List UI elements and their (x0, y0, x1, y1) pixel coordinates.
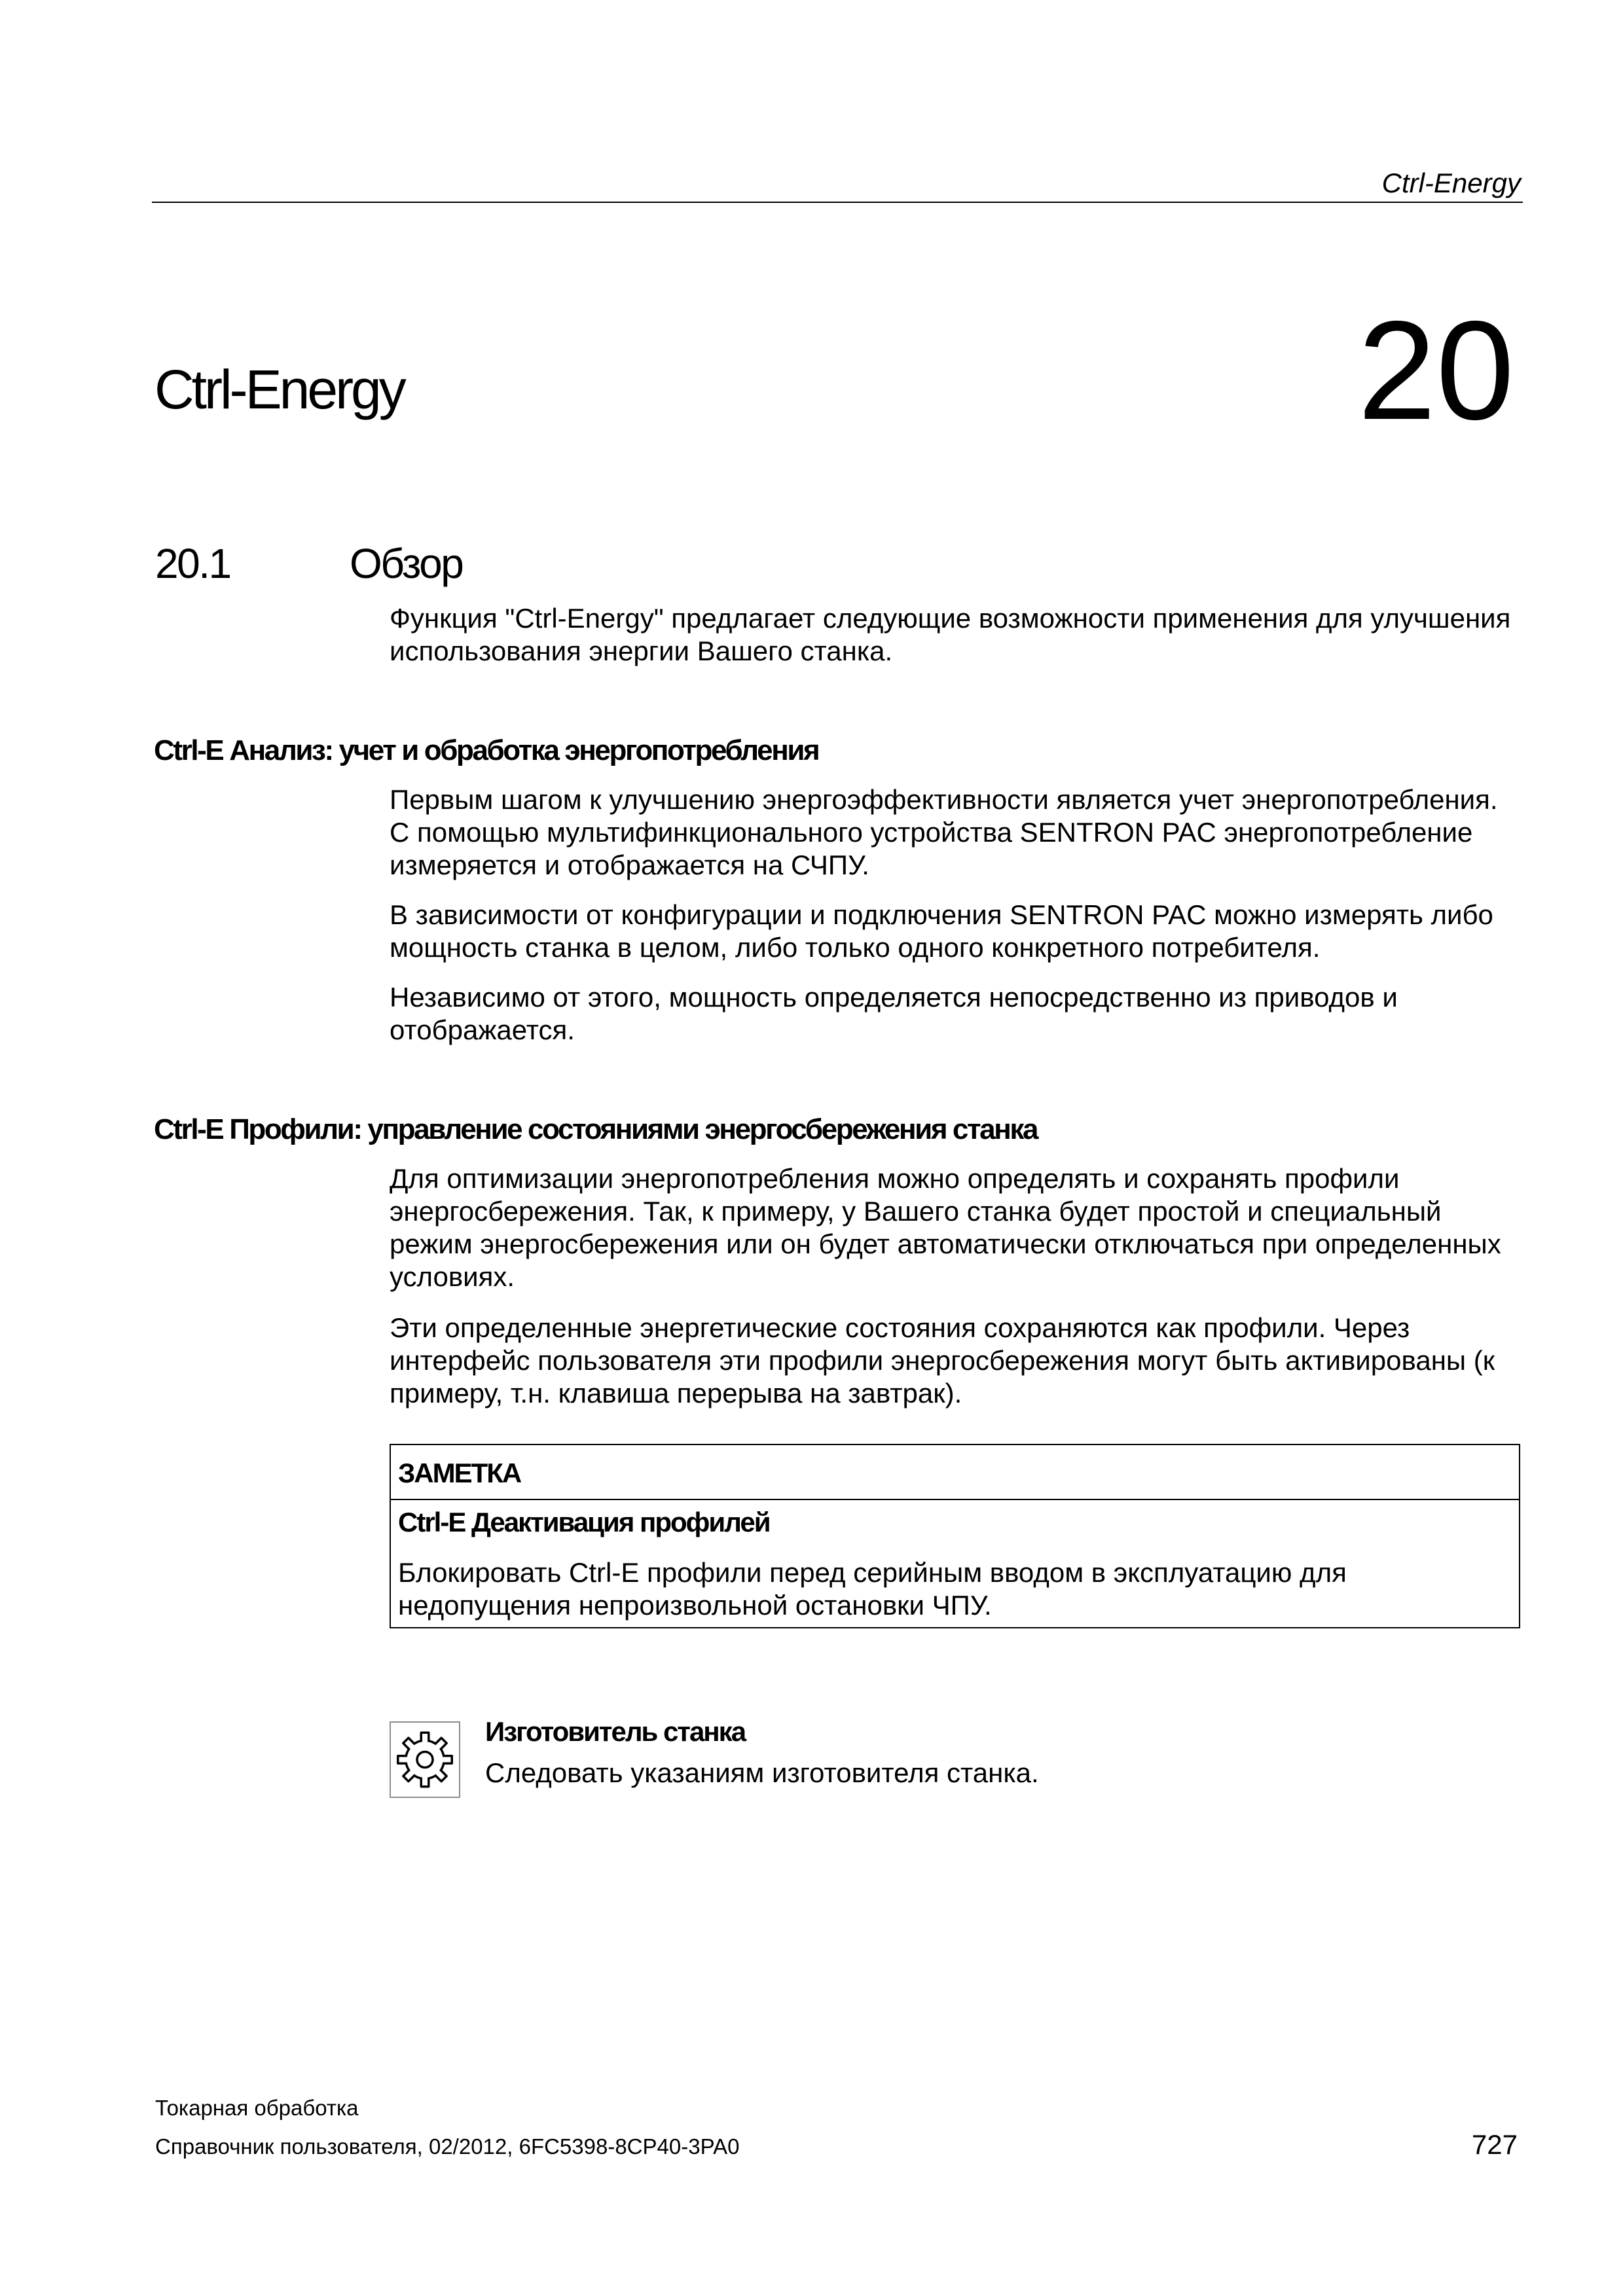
chapter-number: 20 (1357, 291, 1514, 449)
footer-document-info: Справочник пользователя, 02/2012, 6FC5398-8CP40-3PA0 (155, 2134, 740, 2159)
analysis-paragraph-2: В зависимости от конфигурации и подключения SENTRON PAC можно измерять либо мощность станка в целом, либо только одного конкретного потребителя. (390, 899, 1493, 963)
manufacturer-icon-box (390, 1721, 460, 1798)
section-title: Обзор (350, 540, 463, 587)
page-number: 727 (1471, 2129, 1518, 2160)
analysis-heading: Ctrl-E Анализ: учет и обработка энергопотребления (154, 734, 819, 766)
header-rule (152, 202, 1523, 203)
note-box (390, 1444, 1520, 1628)
note-title: Ctrl-E Деактивация профилей (398, 1507, 770, 1537)
intro-paragraph: Функция "Ctrl-Energy" предлагает следующие возможности применения для улучшения использования энергии Вашего станка. (390, 603, 1511, 666)
profiles-paragraph-2: Эти определенные энергетические состояния сохраняются как профили. Через интерфейс пользователя эти профили энергосбережения могут быть активированы (к примеру, т.н. клавиша перерыва на завтрак). (390, 1312, 1495, 1408)
gear-icon (391, 1723, 459, 1797)
note-divider (391, 1499, 1519, 1500)
chapter-title: Ctrl-Energy (155, 359, 404, 420)
note-label: ЗАМЕТКА (398, 1458, 521, 1488)
section-number: 20.1 (155, 540, 230, 587)
section-heading (155, 540, 744, 587)
analysis-paragraph-1: Первым шагом к улучшению энергоэффективности является учет энергопотребления. С помощью мультифинкционального устройства SENTRON PAC энергопотребление измеряется и отображается на СЧПУ. (390, 784, 1498, 880)
note-text: Блокировать Ctrl-E профили перед серийным вводом в эксплуатацию для недопущения непроизвольной остановки ЧПУ. (398, 1557, 1347, 1621)
footer-document-title: Токарная обработка (155, 2096, 359, 2120)
profiles-paragraph-1: Для оптимизации энергопотребления можно определять и сохранять профили энергосбережения. Так, к примеру, у Вашего станка будет простой и специальный режим энергосбережения или он будет автоматически отключаться при определенных условиях. (390, 1163, 1501, 1292)
manufacturer-title: Изготовитель станка (485, 1716, 746, 1747)
profiles-heading: Ctrl-E Профили: управление состояниями энергосбережения станка (154, 1113, 1038, 1145)
running-header-title: Ctrl-Energy (1381, 168, 1521, 198)
analysis-paragraph-3: Независимо от этого, мощность определяется непосредственно из приводов и отображается. (390, 982, 1398, 1045)
manufacturer-text: Следовать указаниям изготовителя станка. (485, 1757, 1039, 1788)
